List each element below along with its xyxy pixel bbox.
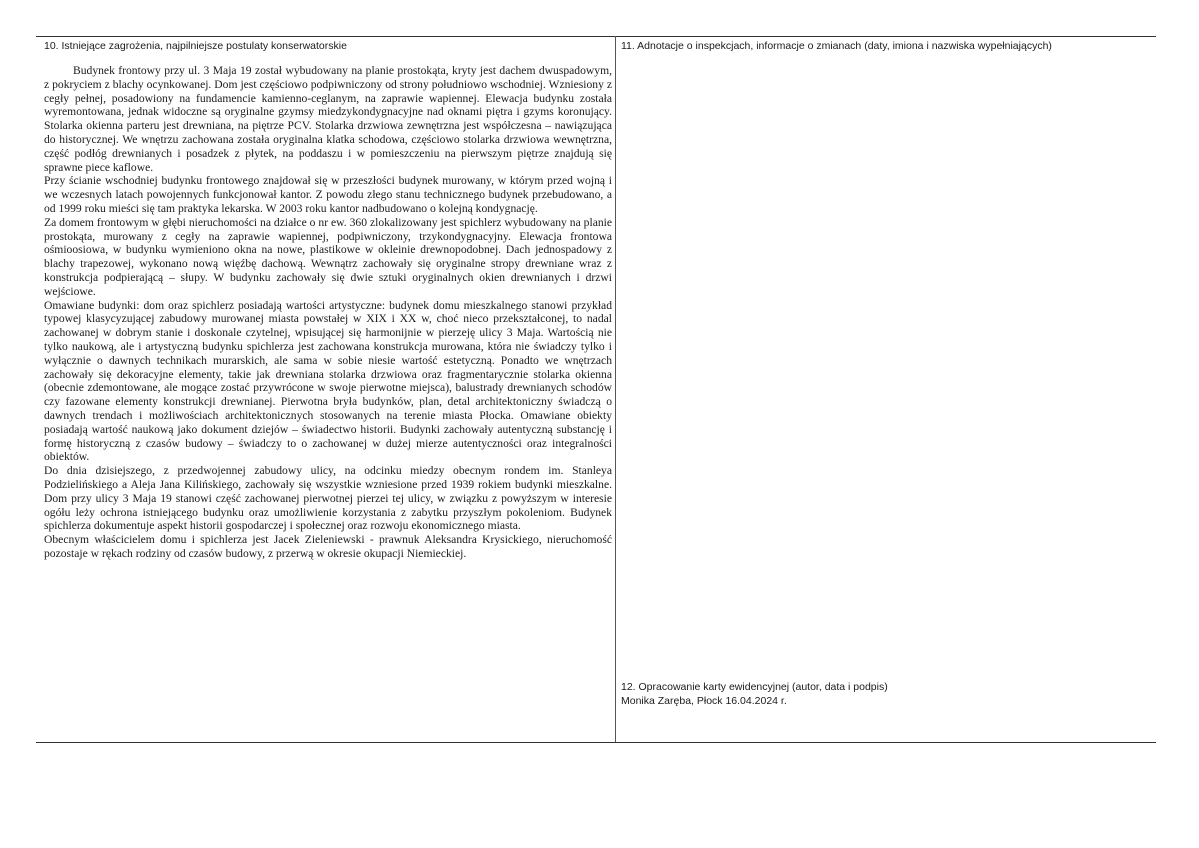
paragraph-street-history: Do dnia dzisiejszego, z przedwojennej zabudowy ulicy, na odcinku miedzy obecnym rondem im. Stanleya Podzielińskiego a Aleja Jana Kilińskiego, zachowały się wszystkie wzniesione przed 1939 rokiem budynki mieszkalne. Dom przy ulicy 3 Maja 19 stanowi część zachowanej pierwotnej pierzei tej ulicy, w związku z powyższym w interesie ogółu leży ochrona istniejącego budynku oraz umożliwienie korzystania z zabytku przyszłym pokoleniom. Budynek spichlerza dokumentuje aspekt historii gospodarczej i społecznej oraz rozwoju ekonomicznego miasta. bbox=[44, 464, 612, 533]
paragraph-owner: Obecnym właścicielem domu i spichlerza jest Jacek Zieleniewski - prawnuk Aleksandra Krysickiego, nieruchomość pozostaje w rękach rodziny od czasów budowy, z przerwą w okresie okupacji Niemieckiej. bbox=[44, 533, 612, 560]
paragraph-kantor: Przy ścianie wschodniej budynku frontowego znajdował się w przeszłości budynek murowany, w którym przed wojną i we wczesnych latach powojennych funkcjonował kantor. Z powodu złego stanu technicznego budynek przebudowano, a od 1999 roku mieści się tam praktyka lekarska. W 2003 roku kantor nadbudowano o kolejną kondygnację. bbox=[44, 174, 612, 215]
top-rule bbox=[36, 36, 1156, 37]
section-10-body bbox=[44, 64, 612, 561]
paragraph-values: Omawiane budynki: dom oraz spichlerz posiadają wartości artystyczne: budynek domu mieszkalnego stanowi przykład typowej klasycyzującej zabudowy murowanej miasta powstałej w XIX i XX w, choć nieco przekształconej, to nadal zachowanej w dobrym stanie i doskonale czytelnej, wpisującej się harmonijnie w pierzeję ulicy 3 Maja. Wartością nie tylko naukową, ale i artystyczną budynku spichlerza jest zachowana konstrukcja murowana, która nie świadczy tylko i wyłącznie o dawnych technikach murarskich, ale sama w sobie niesie wartość estetyczną. Ponadto we wnętrzach zachowały się dekoracyjne elementy, takie jak drewniana stolarka drzwiowa oraz fragmentarycznie stolarka okienna (obecnie zdemontowane, ale mogące zostać przywrócone w swoje pierwotne miejsca), balustrady drewnianych schodów czy fazowane elementy konstrukcji drewnianej. Pierwotna bryła budynków, plan, detal architektoniczny świadczą o dawnych trendach i możliwościach architektonicznych stosowanych na terenie miasta Płocka. Omawiane obiekty posiadają wartość naukową jako dokument dziejów – świadectwo historii. Budynki zachowały autentyczną substancję i formę historyczną z czasów budowy – świadczy to o zachowanej w dużej mierze autentyczności oraz integralności obiektów. bbox=[44, 298, 612, 464]
paragraph-front-building: Budynek frontowy przy ul. 3 Maja 19 został wybudowany na planie prostokąta, kryty jest dachem dwuspadowym, z pokryciem z blachy ocynkowanej. Dom jest częściowo podpiwniczony od strony południowo wschodniej. Wzniesiony z cegły pełnej, posadowiony na fundamencie kamienno-ceglanym, na zaprawie wapiennej. Elewacja budynku została wyremontowana, jednak widoczne są oryginalne gzymsy miedzykondygnacyjne nad oknami piętra i gzyms koronujący. Stolarka okienna parteru jest drewniana, na piętrze PCV. Stolarka drzwiowa zewnętrzna jest współczesna – nawiązująca do historycznej. We wnętrzu zachowana została oryginalna klatka schodowa, częściowo stolarka drzwiowa wewnętrzna, część podłóg drewnianych i posadzek z płytek, na poddaszu i w pomieszczeniu na pierwszym piętrze znajdują się sprawne piece kaflowe. bbox=[44, 64, 612, 174]
section-12-author: Monika Zaręba, Płock 16.04.2024 r. bbox=[621, 694, 787, 707]
paragraph-granary: Za domem frontowym w głębi nieruchomości na działce o nr ew. 360 zlokalizowany jest spichlerz wybudowany na planie prostokąta, murowany z cegły na zaprawie wapiennej, podpiwniczony, trzykondygnacyjny. Elewacja frontowa ośmioosiowa, w budynku wymieniono okna na nowe, plastikowe w okleinie drewnopodobnej. Dach jednospadowy z blachy trapezowej, wykonano nową więźbę dachową. Wewnątrz zachowały się oryginalne stropy drewniane wraz z konstrukcja podpierającą – słupy. W budynku zachowały się dwie sztuki oryginalnych okien drewnianych i drzwi wejściowe. bbox=[44, 215, 612, 298]
bottom-rule bbox=[36, 742, 1156, 743]
column-divider bbox=[615, 36, 616, 742]
section-12 bbox=[621, 681, 888, 708]
section-10-title: 10. Istniejące zagrożenia, najpilniejsze postulaty konserwatorskie bbox=[44, 40, 347, 52]
section-12-title: 12. Opracowanie karty ewidencyjnej (autor, data i podpis) bbox=[621, 681, 888, 693]
section-11-title: 11. Adnotacje o inspekcjach, informacje o zmianach (daty, imiona i nazwiska wypełniających) bbox=[621, 40, 1052, 52]
